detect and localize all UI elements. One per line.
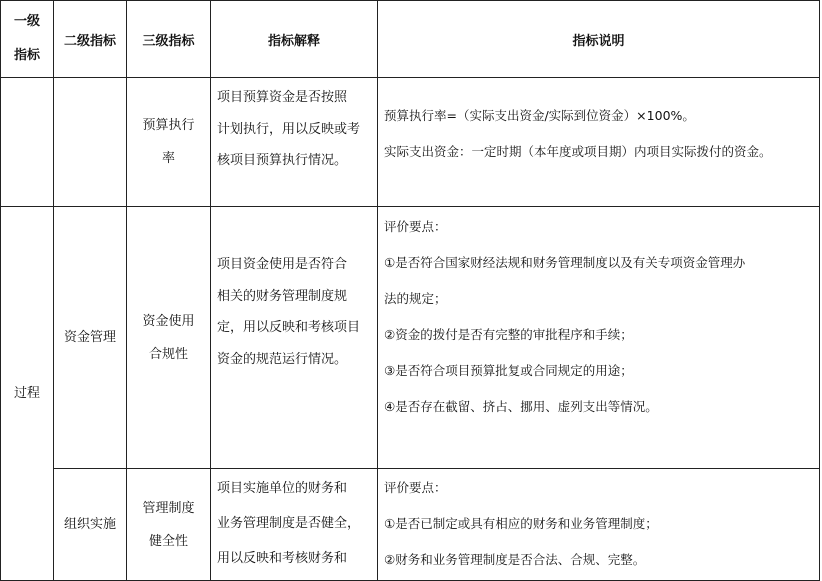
description-line: ②财务和业务管理制度是否合法、合规、完整。 (384, 552, 646, 567)
level3-line: 预算执行 (142, 118, 195, 133)
header-row (1, 1, 820, 78)
level3-line: 率 (161, 151, 175, 166)
description-cell (378, 207, 820, 469)
level1-cell: 过程 (1, 207, 54, 581)
level2-cell (54, 78, 127, 207)
level3-cell (127, 469, 211, 581)
explanation-line: 项目资金使用是否符合 (217, 257, 348, 272)
description-line: 评价要点： (384, 219, 447, 234)
description-line: 实际支出资金：一定时期（本年度或项目期）内项目实际拨付的资金。 (384, 144, 772, 159)
description-line: ①是否已制定或具有相应的财务和业务管理制度； (384, 516, 658, 531)
description-line: 预算执行率=（实际支出资金/实际到位资金）×100%。 (384, 108, 695, 123)
header-level1 (1, 1, 54, 78)
description-line: ④是否存在截留、挤占、挪用、虚列支出等情况。 (384, 399, 658, 414)
level2-cell: 资金管理 (54, 207, 127, 469)
explanation-line: 项目实施单位的财务和 (217, 481, 348, 496)
header-explanation: 指标解释 (211, 1, 378, 78)
level3-cell (127, 207, 211, 469)
description-cell (378, 469, 820, 581)
explanation-line: 业务管理制度是否健全， (217, 516, 361, 531)
explanation-line: 定，用以反映和考核项目 (217, 320, 361, 335)
level3-line: 健全性 (148, 533, 188, 549)
level3-line: 合规性 (148, 346, 188, 362)
description-line: ①是否符合国家财经法规和财务管理制度以及有关专项资金管理办 (384, 255, 746, 270)
explanation-line: 核项目预算执行情况。 (217, 153, 348, 168)
description-cell (378, 78, 820, 207)
explanation-cell (211, 78, 378, 207)
explanation-line: 计划执行，用以反映或考 (217, 121, 361, 137)
header-description: 指标说明 (378, 1, 820, 78)
level1-cell (1, 78, 54, 207)
explanation-cell (211, 207, 378, 469)
explanation-line: 资金的规范运行情况。 (217, 351, 348, 367)
table-row (1, 469, 820, 581)
header-level1-line1: 一级 (13, 14, 40, 29)
table-row (1, 78, 820, 207)
header-level3: 三级指标 (127, 1, 211, 78)
header-level1-line2: 指标 (13, 48, 40, 63)
description-line: ③是否符合项目预算批复或合同规定的用途； (384, 363, 633, 378)
table-row (1, 207, 820, 469)
description-line: ②资金的拨付是否有完整的审批程序和手续； (384, 327, 633, 342)
level3-cell (127, 78, 211, 207)
description-line: 法的规定； (384, 291, 447, 306)
explanation-line: 相关的财务管理制度规 (217, 288, 348, 304)
level3-line: 管理制度 (142, 500, 195, 516)
description-line: 评价要点： (384, 480, 447, 495)
level3-line: 资金使用 (142, 313, 195, 329)
explanation-line: 项目预算资金是否按照 (217, 90, 348, 105)
level2-cell: 组织实施 (54, 469, 127, 581)
explanation-line: 用以反映和考核财务和 (217, 551, 348, 566)
header-level2: 二级指标 (54, 1, 127, 78)
explanation-cell (211, 469, 378, 581)
